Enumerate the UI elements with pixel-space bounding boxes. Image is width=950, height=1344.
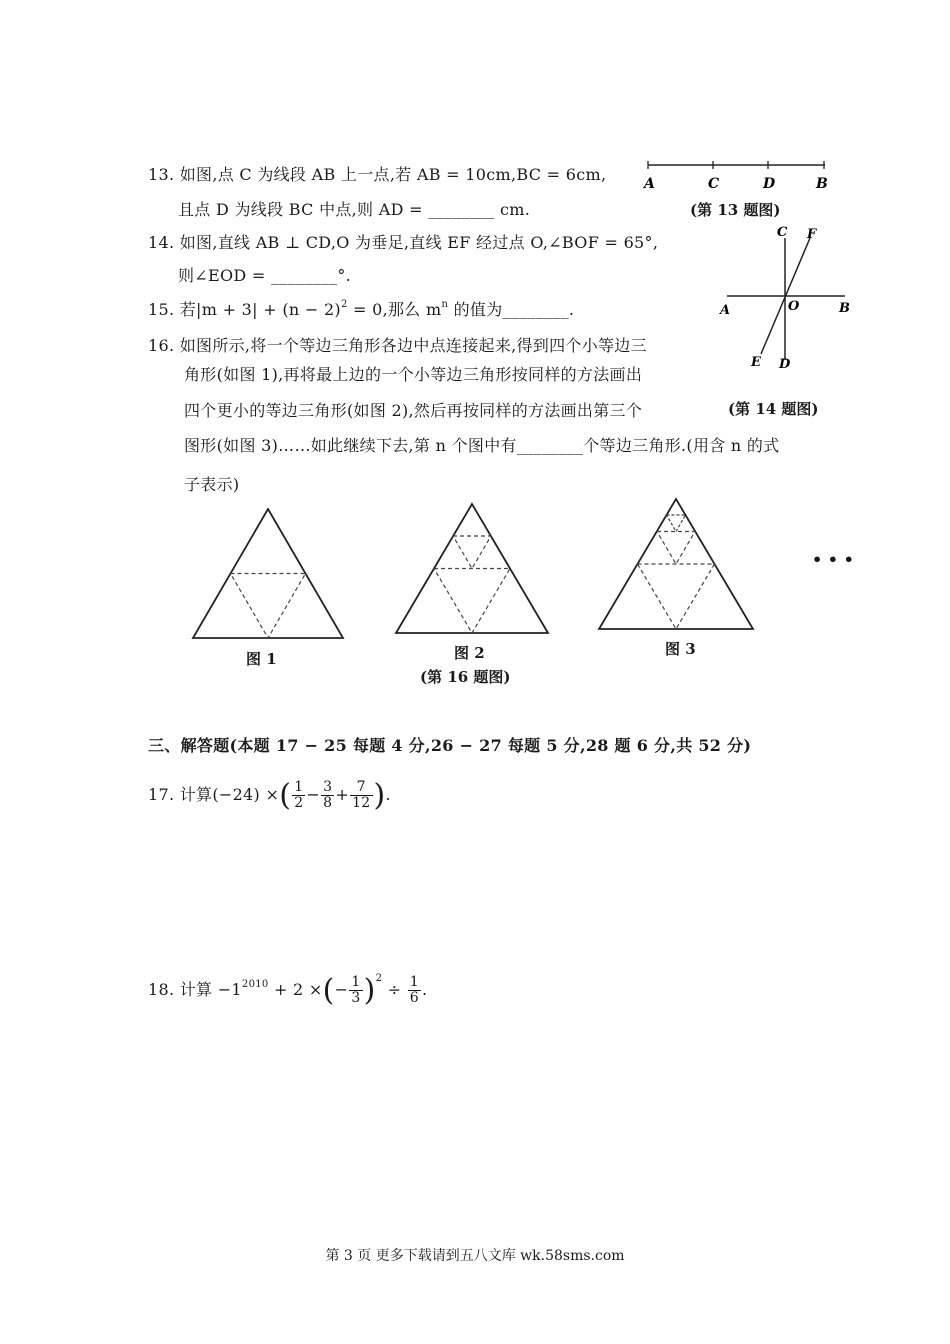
q17-fraction-1: $\frac{1}{2}$ xyxy=(294,779,304,811)
q16-figure-2 xyxy=(390,500,560,640)
q17-expression: 17. 计算(−24) ×( $\frac{1}{2}$ − $\frac{3}{8}$ + $\frac{7}{12}$ ). xyxy=(148,778,391,813)
q16-fig3-label: 图 3 xyxy=(665,640,696,658)
q13-label-b: B xyxy=(816,176,828,192)
q17-prefix: 17. 计算(−24) × xyxy=(148,785,280,804)
q16-fig1-label: 图 1 xyxy=(246,650,277,668)
page-footer: 第 3 页 更多下载请到五八文库 wk.58sms.com xyxy=(325,1248,625,1264)
q13-label-d: D xyxy=(763,176,776,192)
q15-line xyxy=(148,297,574,320)
q16-line4: 图形(如图 3)……如此继续下去,第 n 个图中有________个等边三角形.(用含 n 的式 xyxy=(184,436,780,455)
q15-suffix: 的值为________. xyxy=(448,300,575,319)
q18-fraction-1: $\frac{1}{3}$ xyxy=(351,974,361,1006)
q13-label-c: C xyxy=(708,176,720,192)
q13-caption: (第 13 题图) xyxy=(690,201,781,219)
q16-line1: 16. 如图所示,将一个等边三角形各边中点连接起来,得到四个小等边三 xyxy=(148,336,647,355)
q18-fraction-2: $\frac{1}{6}$ xyxy=(409,974,419,1006)
q14-line2: 则∠EOD = ________°. xyxy=(178,266,352,285)
q17-close-paren: ) xyxy=(373,778,386,813)
q16-caption: (第 16 题图) xyxy=(420,668,511,686)
q13-figure xyxy=(640,155,840,195)
q16-line5: 子表示) xyxy=(184,475,240,494)
q14-figure xyxy=(715,222,855,372)
q18-exp2: 2 xyxy=(375,973,383,984)
q14-label-d: D xyxy=(779,357,791,372)
section3-heading: 三、解答题(本题 17 − 25 每题 4 分,26 − 27 每题 5 分,28 题 6 分,共 52 分) xyxy=(148,736,752,755)
q17-fraction-3: $\frac{7}{12}$ xyxy=(352,779,371,811)
q18-mid: + 2 × xyxy=(268,980,323,999)
q15-exp2: n xyxy=(441,299,449,310)
q14-line1: 14. 如图,直线 AB ⊥ CD,O 为垂足,直线 EF 经过点 O,∠BOF = 65°, xyxy=(148,233,659,252)
q14-label-c: C xyxy=(777,225,788,240)
q14-label-e: E xyxy=(751,355,761,370)
q16-figure-3 xyxy=(593,496,763,636)
q14-caption: (第 14 题图) xyxy=(728,400,819,418)
q15-mid: = 0,那么 m xyxy=(347,300,442,319)
q13-line2: 且点 D 为线段 BC 中点,则 AD = ________ cm. xyxy=(178,200,531,219)
q17-open-paren: ( xyxy=(279,778,292,813)
q17-op2: + xyxy=(335,785,350,804)
q14-label-b: B xyxy=(839,301,850,316)
q16-ellipsis: • • • xyxy=(812,550,854,569)
q18-exp: 2010 xyxy=(241,979,269,990)
q14-label-o: O xyxy=(788,299,800,314)
q16-line2: 角形(如图 1),再将最上边的一个小等边三角形按同样的方法画出 xyxy=(184,365,643,384)
q16-fig2-label: 图 2 xyxy=(454,644,485,662)
q15-exp: 2 xyxy=(340,299,348,310)
q15-prefix: 15. 若|m + 3| + (n − 2) xyxy=(148,300,341,319)
q17-fraction-2: $\frac{3}{8}$ xyxy=(323,779,333,811)
q18-close-paren: ) xyxy=(363,973,376,1008)
q13-line1: 13. 如图,点 C 为线段 AB 上一点,若 AB = 10cm,BC = 6cm, xyxy=(148,165,607,184)
q14-label-a: A xyxy=(720,303,731,318)
q14-label-f: F xyxy=(807,227,817,242)
q18-expression: 18. 计算 $-1^{2010} + 2$ ×(− $\frac{1}{3}$ )$^2$ ÷ $\frac{1}{6}$ . xyxy=(148,973,428,1008)
q13-label-a: A xyxy=(644,176,655,192)
q16-line3: 四个更小的等边三角形(如图 2),然后再按同样的方法画出第三个 xyxy=(184,401,643,420)
q17-op1: − xyxy=(306,785,321,804)
q16-figure-1 xyxy=(185,505,355,645)
q18-open-paren: ( xyxy=(322,973,335,1008)
q18-prefix: 18. 计算 −1 xyxy=(148,980,242,999)
